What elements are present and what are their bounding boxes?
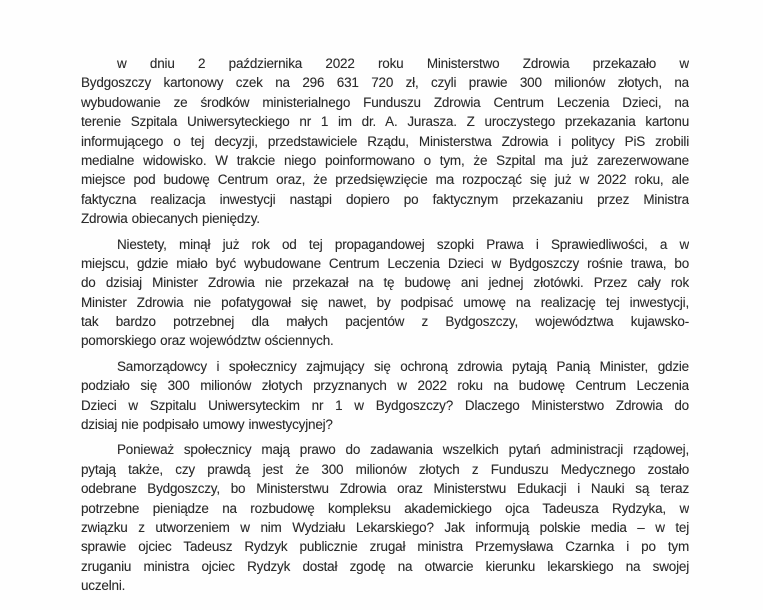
paragraph	[81, 235, 689, 351]
text-line: podziało się 300 milionów złotych przyznanych w 2022 roku na budowę Centrum Leczenia	[81, 378, 689, 394]
text-line: medialne widowisko. W trakcie niego poinformowano o tym, że Szpital ma już zarezerwowane	[81, 152, 689, 168]
text-line: pytają także, czy prawdą jest że 300 milionów złotych z Funduszu Medycznego zostało	[81, 461, 689, 477]
paragraph	[81, 54, 689, 229]
text-line: odebrane Bydgoszczy, bo Ministerstwu Zdrowia oraz Ministerstwu Edukacji i Nauki są teraz	[81, 481, 689, 497]
text-line: do dzisiaj Minister Zdrowia nie przekazał na tę budowę ani jednej złotówki. Przez cały rok	[81, 275, 689, 291]
text-line: Minister Zdrowia nie pofatygował się nawet, by podpisać umowę na realizację tej inwestycji,	[81, 294, 689, 310]
text-line: Samorządowcy i społecznicy zajmujący się ochroną zdrowia pytają Panią Minister, gdzie	[117, 358, 689, 374]
text-line: faktyczna realizacja inwestycji nastąpi dopiero po faktycznym przekazaniu przez Ministra	[81, 191, 689, 207]
paragraph	[81, 357, 689, 435]
text-line: miejscu, gdzie miało być wybudowane Centrum Leczenia Dzieci w Bydgoszczy rośnie trawa, bo	[81, 255, 689, 271]
text-line: informującego o tej decyzji, przedstawiciele Rządu, Ministerstwa Zdrowia i politycy PiS zrobili	[81, 133, 689, 149]
text-line: wybudowanie ze środków ministerialnego Funduszu Zdrowia Centrum Leczenia Dzieci, na	[81, 94, 689, 110]
text-line: potrzebne pieniądze na rozbudowę kompleksu akademickiego ojca Tadeusza Rydzyka, w	[81, 500, 689, 516]
paragraph	[81, 440, 689, 595]
text-line: pomorskiego oraz województw ościennych.	[81, 333, 334, 349]
text-line: sprawie ojciec Tadeusz Rydzyk publicznie zrugał ministra Przemysława Czarnka i po tym	[81, 539, 689, 555]
text-line: miejsce pod budowę Centrum oraz, że przedsięwzięcie ma rozpocząć się już w 2022 roku, ale	[81, 172, 689, 188]
text-line: Zdrowia obiecanych pieniędzy.	[81, 211, 260, 227]
text-line: uczelni.	[81, 578, 126, 594]
text-line: Ponieważ społecznicy mają prawo do zadawania wszelkich pytań administracji rządowej,	[117, 442, 689, 458]
text-line: dzisiaj nie podpisało umowy inwestycyjnej?	[81, 417, 333, 433]
document-body	[81, 54, 689, 596]
text-line: w dniu 2 października 2022 roku Ministerstwo Zdrowia przekazało w	[117, 56, 689, 71]
text-line: Niestety, minął już rok od tej propagandowej szopki Prawa i Sprawiedliwości, a w	[117, 236, 689, 252]
text-line: Bydgoszczy kartonowy czek na 296 631 720 zł, czyli prawie 300 milionów złotych, na	[81, 75, 689, 91]
text-line: tak bardzo potrzebnej dla małych pacjentów z Bydgoszczy, województwa kujawsko-	[81, 314, 689, 330]
text-line: zruganiu ministra ojciec Rydzyk dostał zgodę na otwarcie kierunku lekarskiego na swojej	[81, 558, 689, 574]
text-line: związku z utworzeniem w nim Wydziału Lekarskiego? Jak informują polskie media – w tej	[81, 519, 689, 535]
text-line: terenie Szpitala Uniwersyteckiego nr 1 im dr. A. Jurasza. Z uroczystego przekazania kartonu	[81, 114, 689, 130]
text-line: Dzieci w Szpitalu Uniwersyteckim nr 1 w Bydgoszczy? Dlaczego Ministerstwo Zdrowia do	[81, 397, 689, 413]
